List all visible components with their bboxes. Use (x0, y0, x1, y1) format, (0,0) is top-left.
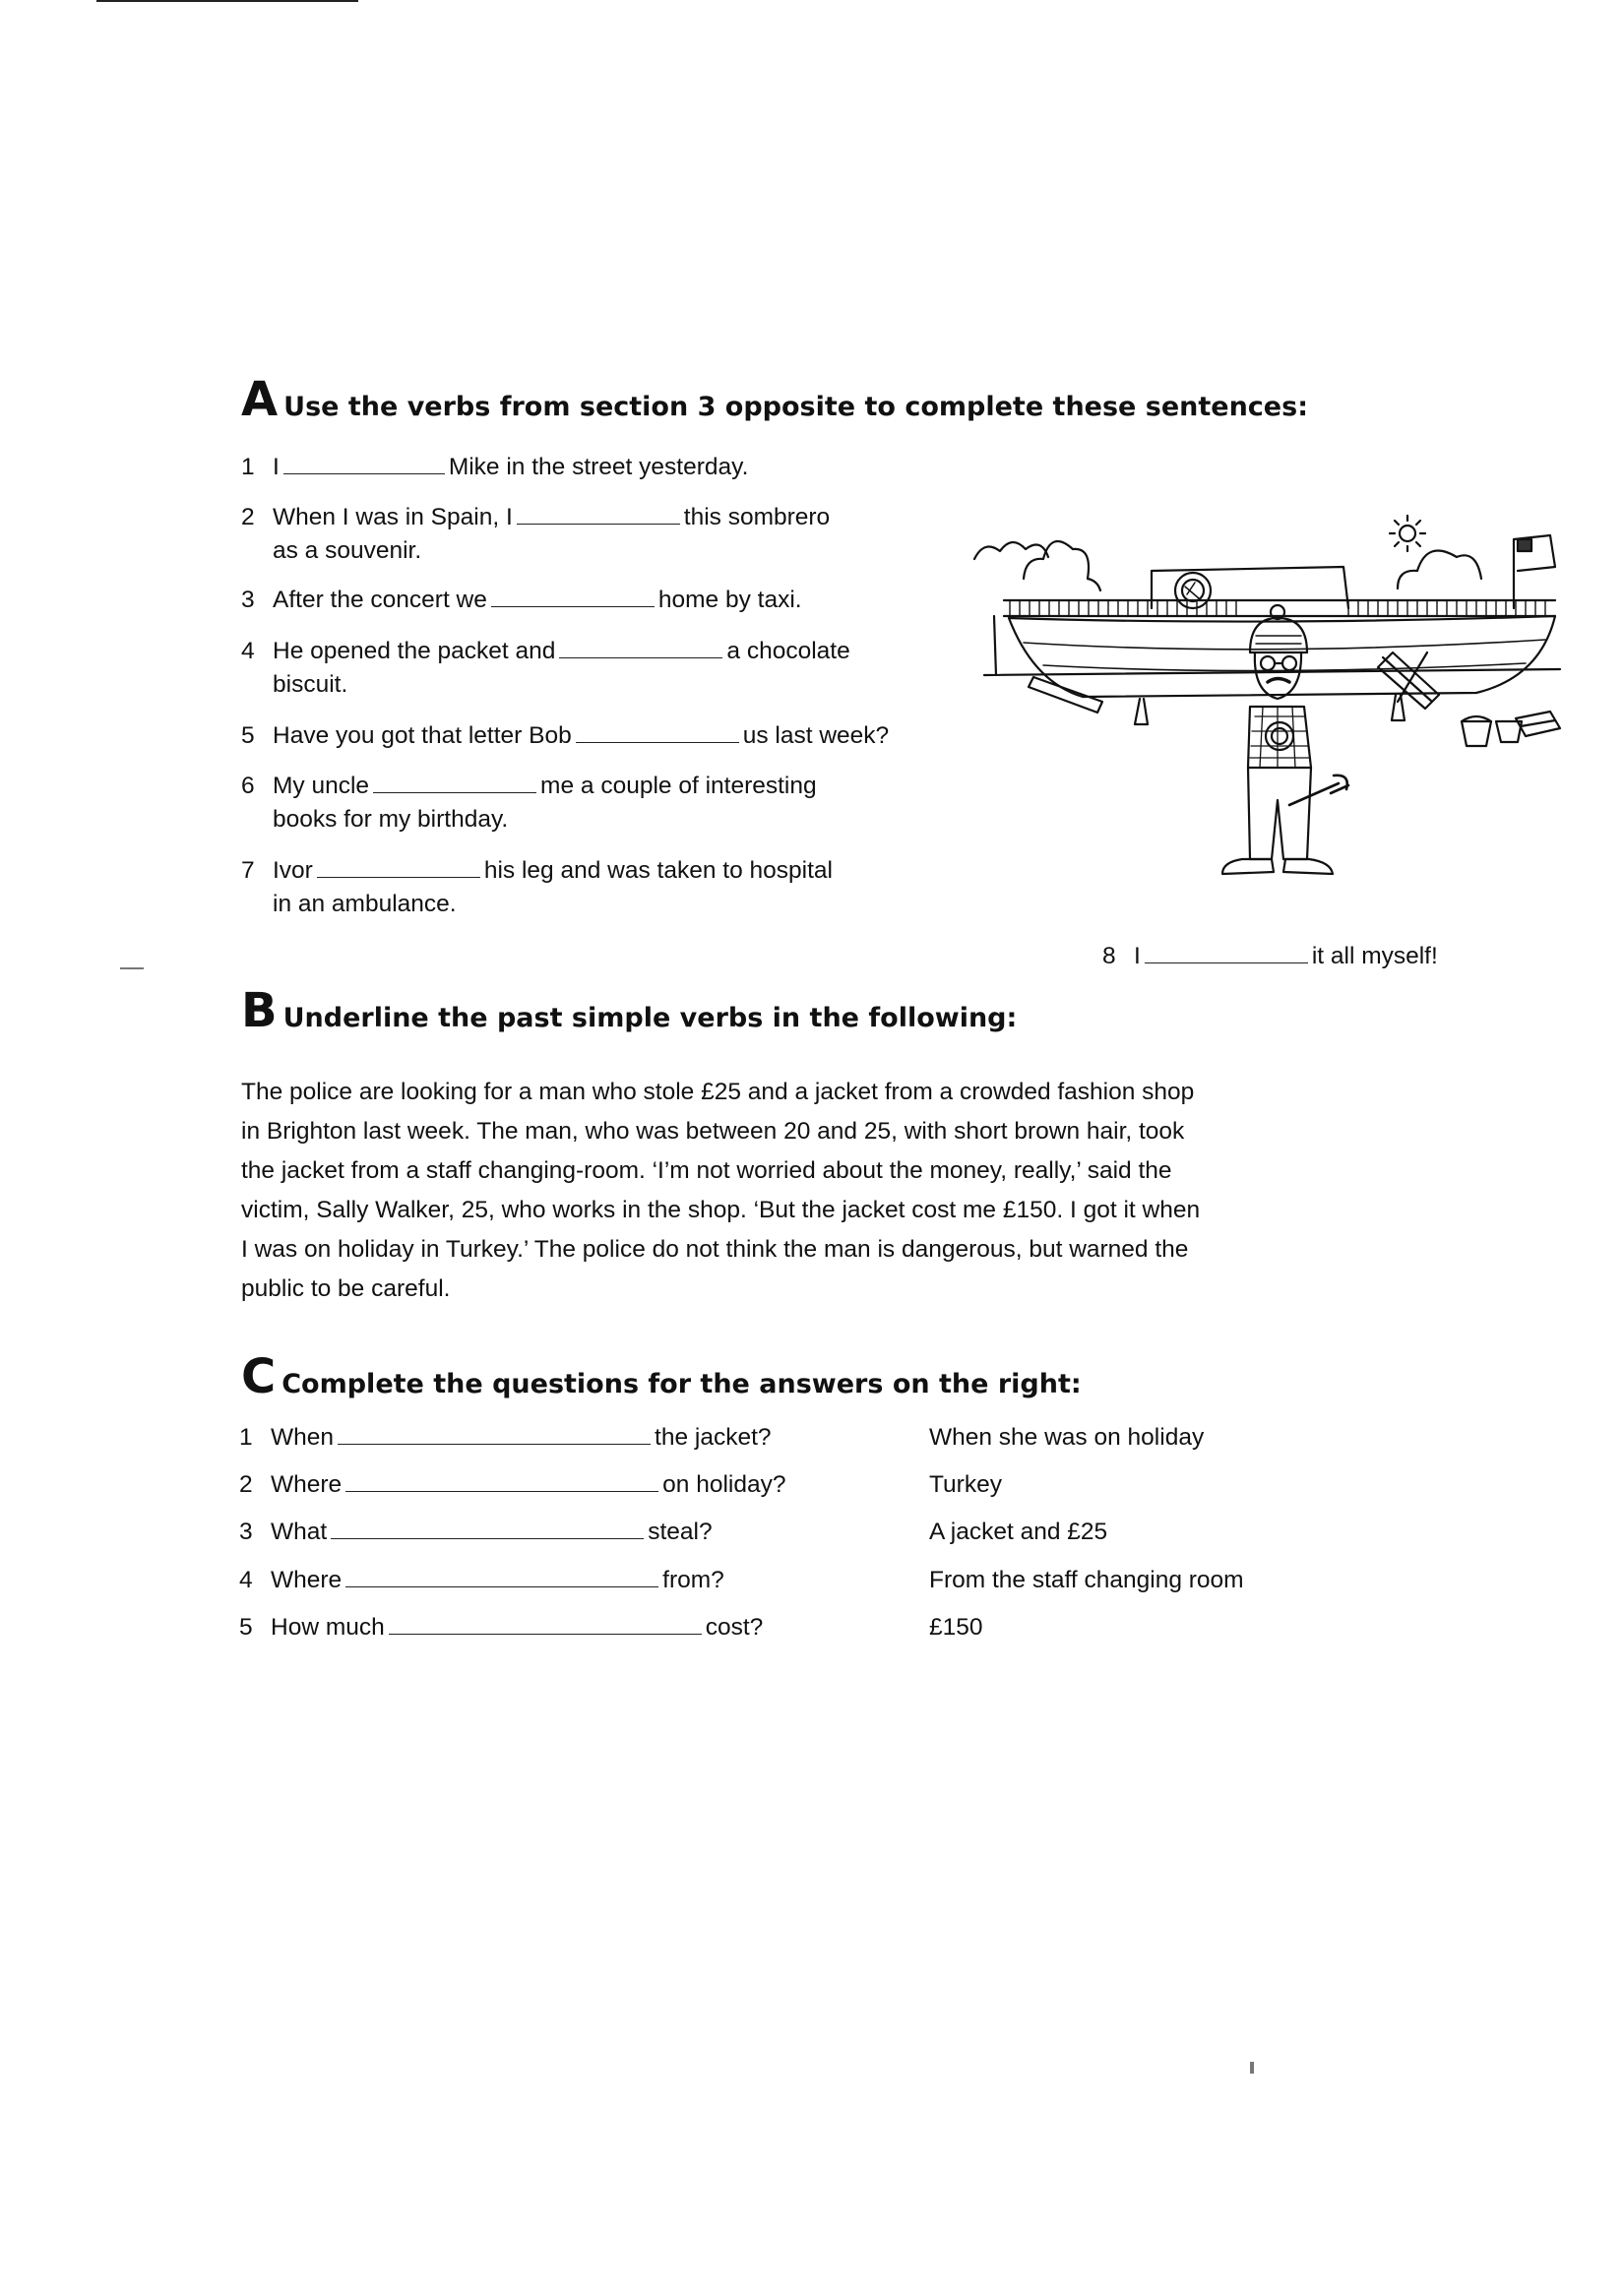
question-start: How much (271, 1614, 385, 1641)
porthole-shine (1185, 583, 1199, 598)
section-letter: B (241, 983, 278, 1038)
exercise-a-item (241, 584, 802, 617)
boat-stands (1135, 695, 1405, 724)
question-row (239, 1519, 713, 1546)
answer-blank[interactable] (373, 773, 536, 793)
answer-text: £150 (929, 1614, 983, 1641)
section-letter: A (241, 372, 279, 427)
item-number: 1 (241, 454, 255, 480)
item-text-before: My uncle (273, 773, 370, 799)
item-number: 3 (241, 587, 255, 613)
question-start: Where (271, 1471, 343, 1498)
glasses-right (1282, 656, 1296, 670)
answer-blank[interactable] (317, 857, 480, 878)
sun-icon (1390, 516, 1425, 551)
question-end: the jacket? (655, 1424, 772, 1451)
shirt-check-pattern (1250, 707, 1309, 768)
railing-posts (1010, 600, 1545, 616)
item-text-after: this sombrero (683, 504, 831, 530)
section-instruction: Use the verbs from section 3 opposite to complete these sentences: (283, 392, 1308, 422)
section-instruction: Complete the questions for the answers on the right: (281, 1369, 1082, 1399)
answer-blank[interactable] (331, 1519, 644, 1539)
item-text-after: his leg and was taken to hospital (483, 857, 833, 884)
section-a-heading (241, 372, 1308, 427)
item-text-after: me a couple of interesting (540, 773, 817, 799)
item-number: 5 (241, 722, 255, 749)
hat-stripes (1256, 636, 1301, 644)
item-text-after: us last week? (742, 722, 890, 749)
exercise-a-item (241, 501, 830, 568)
question-start: Where (271, 1567, 343, 1593)
flag-canton (1518, 539, 1531, 551)
question-row (239, 1424, 772, 1452)
exercise-a-item (241, 854, 833, 921)
boat-hull (1009, 616, 1555, 697)
porthole (1175, 573, 1211, 608)
boat-railing (1004, 600, 1555, 616)
answer-blank[interactable] (389, 1614, 702, 1635)
passage-line: public to be careful. (241, 1275, 451, 1302)
boat-cabin (1152, 567, 1348, 608)
hull-planks (1024, 640, 1545, 671)
wooden-plank (1029, 677, 1102, 713)
item-number: 1 (239, 1424, 253, 1451)
item-text-before: I (273, 454, 280, 480)
item-number: 8 (1102, 943, 1116, 969)
answer-text: When she was on holiday (929, 1424, 1205, 1451)
question-end: from? (662, 1567, 724, 1593)
question-end: steal? (648, 1519, 713, 1545)
exercise-a-item (1102, 940, 1438, 973)
cloud-right (1398, 551, 1481, 589)
answer-text: From the staff changing room (929, 1567, 1244, 1593)
item-number: 4 (239, 1567, 253, 1593)
item-number: 5 (239, 1614, 253, 1641)
question-end: cost? (705, 1614, 764, 1641)
checked-shirt (1248, 707, 1311, 768)
item-text-before: I (1134, 943, 1141, 969)
item-number: 7 (241, 857, 255, 884)
item-text-continued: books for my birthday. (273, 806, 509, 833)
item-text-after: home by taxi. (657, 587, 802, 613)
passage-line: The police are looking for a man who stole £25 and a jacket from a crowded fashion shop (241, 1079, 1195, 1105)
bucket (1496, 721, 1522, 742)
boat-builder-illustration (965, 510, 1590, 923)
scan-speck (1250, 2062, 1254, 2074)
item-number: 2 (239, 1471, 253, 1498)
scan-speck (120, 967, 144, 969)
question-end: on holiday? (662, 1471, 786, 1498)
section-b-heading (241, 983, 1018, 1038)
answer-blank[interactable] (517, 504, 680, 525)
hull-patch (1378, 652, 1439, 709)
answer-blank[interactable] (1145, 943, 1308, 963)
top-rule (96, 0, 358, 2)
section-instruction: Underline the past simple verbs in the following: (282, 1003, 1018, 1033)
item-text-continued: biscuit. (273, 671, 348, 698)
section-letter: C (241, 1349, 277, 1404)
passage-line: the jacket from a staff changing-room. ‘I’m not worried about the money, really,’ said the (241, 1157, 1172, 1184)
item-text-before: When I was in Spain, I (273, 504, 513, 530)
item-text-before: He opened the packet and (273, 638, 556, 664)
item-text-continued: as a souvenir. (273, 537, 422, 564)
exercise-a-item (241, 451, 748, 484)
spanner-icon (1289, 776, 1348, 805)
question-start: When (271, 1424, 335, 1451)
question-row (239, 1567, 724, 1594)
item-number: 2 (241, 504, 255, 530)
answer-text: Turkey (929, 1471, 1002, 1498)
exercise-a-item (241, 770, 817, 837)
left-shoe (1222, 859, 1274, 874)
exercise-a-item (241, 635, 850, 702)
question-row (239, 1614, 763, 1642)
item-number: 3 (239, 1519, 253, 1545)
question-row (239, 1471, 786, 1499)
right-shoe (1283, 859, 1333, 874)
passage-line: victim, Sally Walker, 25, who works in the shop. ‘But the jacket cost me £150. I got it when (241, 1197, 1201, 1223)
bucket (1462, 716, 1491, 746)
item-text-after: Mike in the street yesterday. (448, 454, 749, 480)
item-text-continued: in an ambulance. (273, 891, 457, 917)
item-text-before: Have you got that letter Bob (273, 722, 572, 749)
trousers (1248, 768, 1311, 859)
cloud-left (974, 542, 1048, 559)
answer-text: A jacket and £25 (929, 1519, 1108, 1545)
answer-blank[interactable] (345, 1567, 658, 1587)
glasses-left (1261, 656, 1275, 670)
answer-blank[interactable] (576, 722, 739, 743)
passage-line: I was on holiday in Turkey.’ The police do not think the man is dangerous, but warned the (241, 1236, 1189, 1263)
item-text-before: Ivor (273, 857, 313, 884)
passage-line: in Brighton last week. The man, who was between 20 and 25, with short brown hair, took (241, 1118, 1185, 1145)
item-number: 4 (241, 638, 255, 664)
exercise-a-item (241, 719, 889, 753)
answer-blank[interactable] (559, 638, 722, 658)
porthole-glass (1182, 580, 1204, 601)
answer-blank[interactable] (491, 587, 655, 607)
book-stack (1516, 712, 1560, 736)
answer-blank[interactable] (283, 454, 445, 474)
cloud-center (1024, 541, 1100, 590)
item-number: 6 (241, 773, 255, 799)
question-start: What (271, 1519, 328, 1545)
item-text-before: After the concert we (273, 587, 487, 613)
item-text-after: it all myself! (1311, 943, 1438, 969)
reading-passage (241, 1073, 1343, 1309)
section-c-heading (241, 1349, 1082, 1404)
moustache (1268, 679, 1289, 683)
answer-blank[interactable] (345, 1471, 658, 1492)
item-text-after: a chocolate (726, 638, 850, 664)
answer-blank[interactable] (338, 1424, 651, 1445)
